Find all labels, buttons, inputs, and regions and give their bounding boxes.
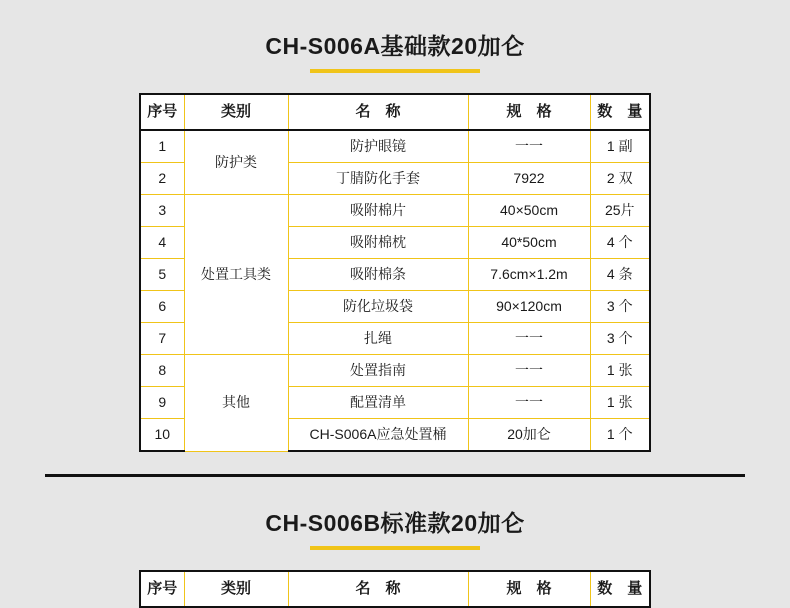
table-header-row bbox=[140, 571, 650, 607]
section-ch-s006b bbox=[0, 477, 790, 608]
cell-spec: 40*50cm bbox=[468, 227, 590, 259]
cell-qty: 4 个 bbox=[590, 227, 650, 259]
cell-qty: 25片 bbox=[590, 195, 650, 227]
spec-table-wrap bbox=[0, 570, 790, 608]
table-row bbox=[140, 130, 650, 163]
cell-no: 2 bbox=[140, 163, 184, 195]
header-cell-spec: 规 格 bbox=[468, 94, 590, 130]
cell-qty: 3 个 bbox=[590, 291, 650, 323]
cell-name: 吸附棉条 bbox=[288, 259, 468, 291]
cell-spec: 一一 bbox=[468, 355, 590, 387]
cell-spec: 7.6cm×1.2m bbox=[468, 259, 590, 291]
cell-spec: 一一 bbox=[468, 387, 590, 419]
cell-qty: 3 个 bbox=[590, 323, 650, 355]
table-body bbox=[140, 130, 650, 451]
cell-category: 防护类 bbox=[184, 130, 288, 195]
header-cell-name: 名 称 bbox=[288, 571, 468, 607]
cell-qty: 1 张 bbox=[590, 355, 650, 387]
spec-table bbox=[139, 570, 651, 608]
section-title: CH-S006A基础款20加仑 bbox=[265, 33, 525, 59]
cell-no: 1 bbox=[140, 130, 184, 163]
cell-spec: 一一 bbox=[468, 323, 590, 355]
table-row bbox=[140, 195, 650, 227]
cell-qty: 1 副 bbox=[590, 130, 650, 163]
cell-name: 配置清单 bbox=[288, 387, 468, 419]
header-cell-spec: 规 格 bbox=[468, 571, 590, 607]
cell-spec: 90×120cm bbox=[468, 291, 590, 323]
cell-spec: 20加仑 bbox=[468, 419, 590, 452]
cell-name: 防化垃圾袋 bbox=[288, 291, 468, 323]
cell-spec: 一一 bbox=[468, 130, 590, 163]
cell-no: 7 bbox=[140, 323, 184, 355]
cell-name: CH-S006A应急处置桶 bbox=[288, 419, 468, 452]
cell-no: 5 bbox=[140, 259, 184, 291]
cell-no: 8 bbox=[140, 355, 184, 387]
cell-spec: 7922 bbox=[468, 163, 590, 195]
spec-table bbox=[139, 93, 651, 452]
cell-no: 4 bbox=[140, 227, 184, 259]
cell-qty: 4 条 bbox=[590, 259, 650, 291]
header-cell-category: 类别 bbox=[184, 94, 288, 130]
cell-name: 吸附棉枕 bbox=[288, 227, 468, 259]
header-cell-name: 名 称 bbox=[288, 94, 468, 130]
header-cell-no: 序号 bbox=[140, 571, 184, 607]
cell-name: 防护眼镜 bbox=[288, 130, 468, 163]
cell-qty: 1 张 bbox=[590, 387, 650, 419]
cell-qty: 1 个 bbox=[590, 419, 650, 452]
cell-spec: 40×50cm bbox=[468, 195, 590, 227]
header-cell-qty: 数 量 bbox=[590, 571, 650, 607]
cell-no: 10 bbox=[140, 419, 184, 452]
title-underline bbox=[310, 69, 480, 73]
table-head bbox=[140, 571, 650, 607]
header-cell-category: 类别 bbox=[184, 571, 288, 607]
title-underline bbox=[310, 546, 480, 550]
header-cell-no: 序号 bbox=[140, 94, 184, 130]
cell-no: 6 bbox=[140, 291, 184, 323]
cell-name: 吸附棉片 bbox=[288, 195, 468, 227]
cell-category: 其他 bbox=[184, 355, 288, 452]
section-title: CH-S006B标准款20加仑 bbox=[265, 510, 525, 536]
cell-qty: 2 双 bbox=[590, 163, 650, 195]
cell-no: 9 bbox=[140, 387, 184, 419]
cell-name: 扎绳 bbox=[288, 323, 468, 355]
cell-category: 处置工具类 bbox=[184, 195, 288, 355]
table-header-row bbox=[140, 94, 650, 130]
cell-no: 3 bbox=[140, 195, 184, 227]
table-head bbox=[140, 94, 650, 130]
header-cell-qty: 数 量 bbox=[590, 94, 650, 130]
spec-table-wrap bbox=[0, 93, 790, 452]
cell-name: 处置指南 bbox=[288, 355, 468, 387]
table-row bbox=[140, 355, 650, 387]
cell-name: 丁腈防化手套 bbox=[288, 163, 468, 195]
